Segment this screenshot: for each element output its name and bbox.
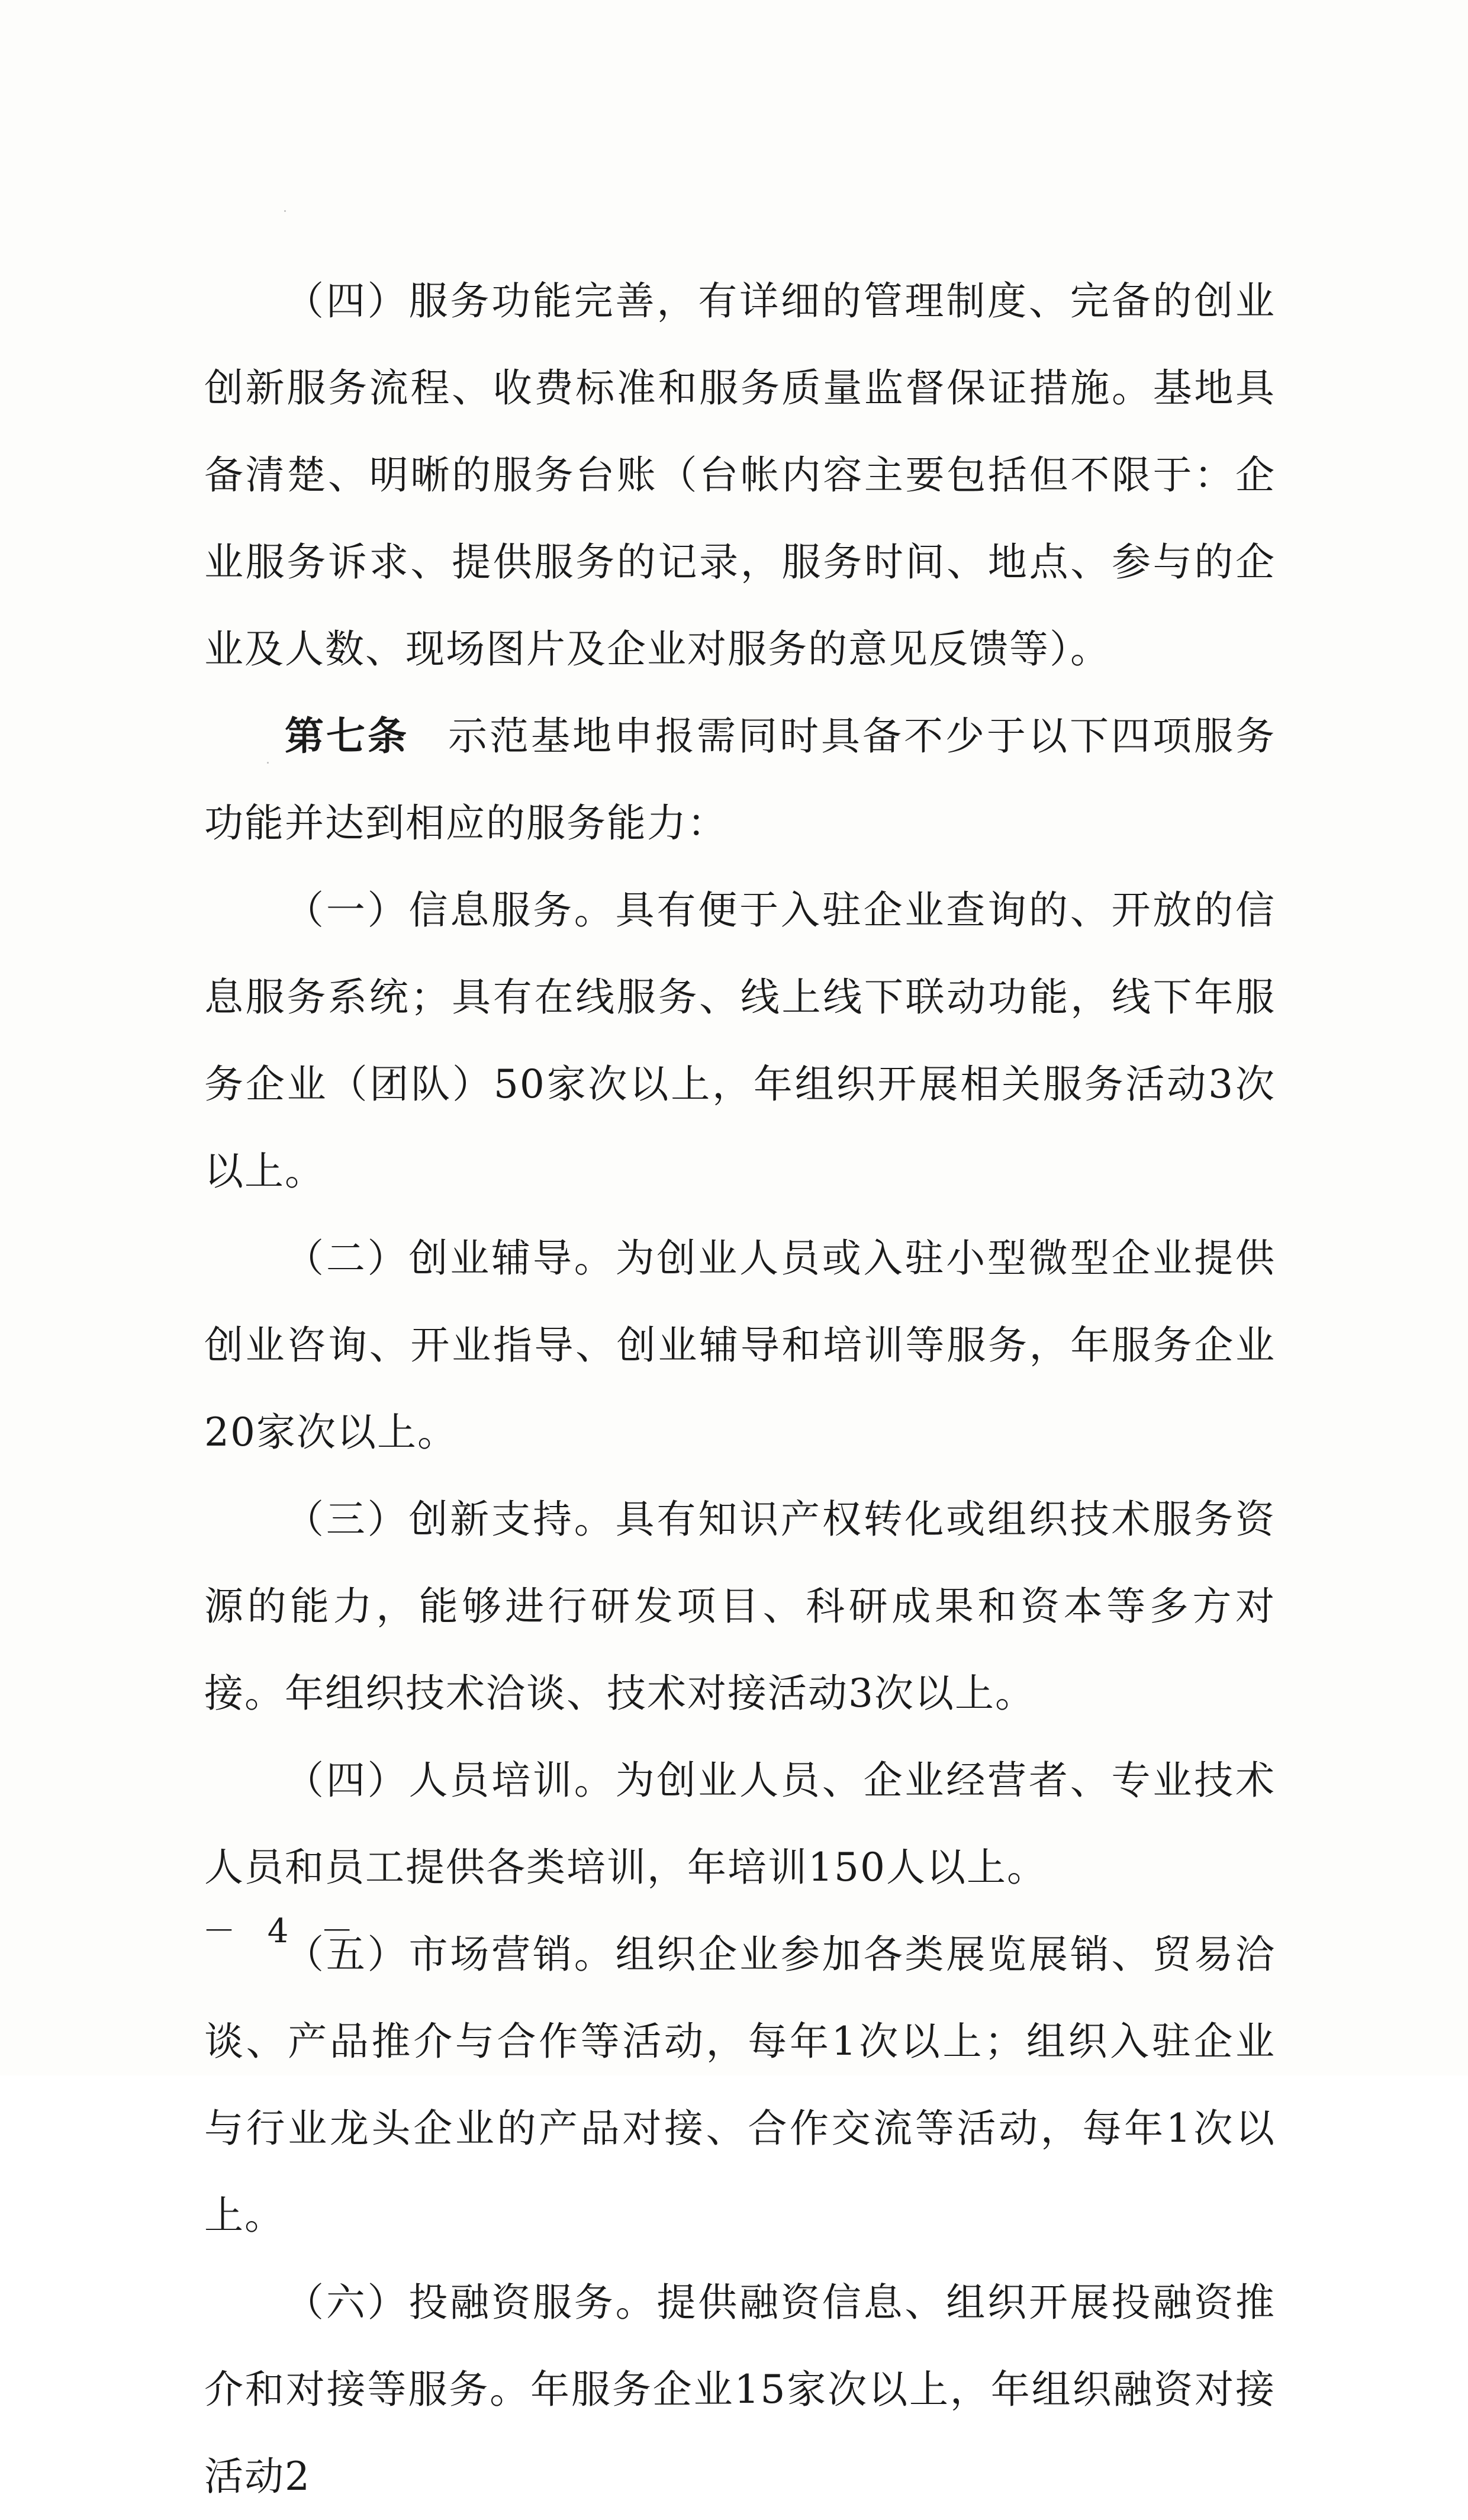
paragraph-entrepreneurship-guidance: （二）创业辅导。为创业人员或入驻小型微型企业提供创业咨询、开业指导、创业辅导和培训等服务，年服务企业20家次以上。 (204, 1235, 1276, 1455)
article-7-text: 示范基地申报需同时具备不少于以下四项服务功能并达到相应的服务能力： (204, 713, 1276, 846)
page-number: － 4 － (202, 1912, 365, 1951)
article-heading: 第七条 (285, 713, 409, 759)
document-body (204, 258, 1276, 2520)
paragraph-marketing: （五）市场营销。组织企业参加各类展览展销、贸易洽谈、产品推介与合作等活动，每年1次以上；组织入驻企业与行业龙头企业的产品对接、合作交流等活动，每年1次以上。 (204, 1932, 1276, 2238)
paragraph-personnel-training: （四）人员培训。为创业人员、企业经营者、专业技术人员和员工提供各类培训，年培训150人以上。 (204, 1758, 1276, 1890)
paragraph-article-7 (204, 693, 1276, 867)
paragraph-information-service: （一）信息服务。具有便于入驻企业查询的、开放的信息服务系统；具有在线服务、线上线下联动功能，线下年服务企业（团队）50家次以上，年组织开展相关服务活动3次以上。 (204, 887, 1276, 1194)
paragraph-service-function: （四）服务功能完善，有详细的管理制度、完备的创业创新服务流程、收费标准和服务质量监督保证措施。基地具备清楚、明晰的服务台账（台帐内容主要包括但不限于：企业服务诉求、提供服务的记录，服务时间、地点、参与的企业及人数、现场图片及企业对服务的意见反馈等）。 (204, 278, 1276, 672)
paragraph-innovation-support: （三）创新支持。具有知识产权转化或组织技术服务资源的能力，能够进行研发项目、科研成果和资本等多方对接。年组织技术洽谈、技术对接活动3次以上。 (204, 1496, 1276, 1716)
paragraph-investment-financing: （六）投融资服务。提供融资信息、组织开展投融资推介和对接等服务。年服务企业15家次以上，年组织融资对接活动2 (204, 2280, 1276, 2499)
scan-speck (284, 210, 286, 212)
